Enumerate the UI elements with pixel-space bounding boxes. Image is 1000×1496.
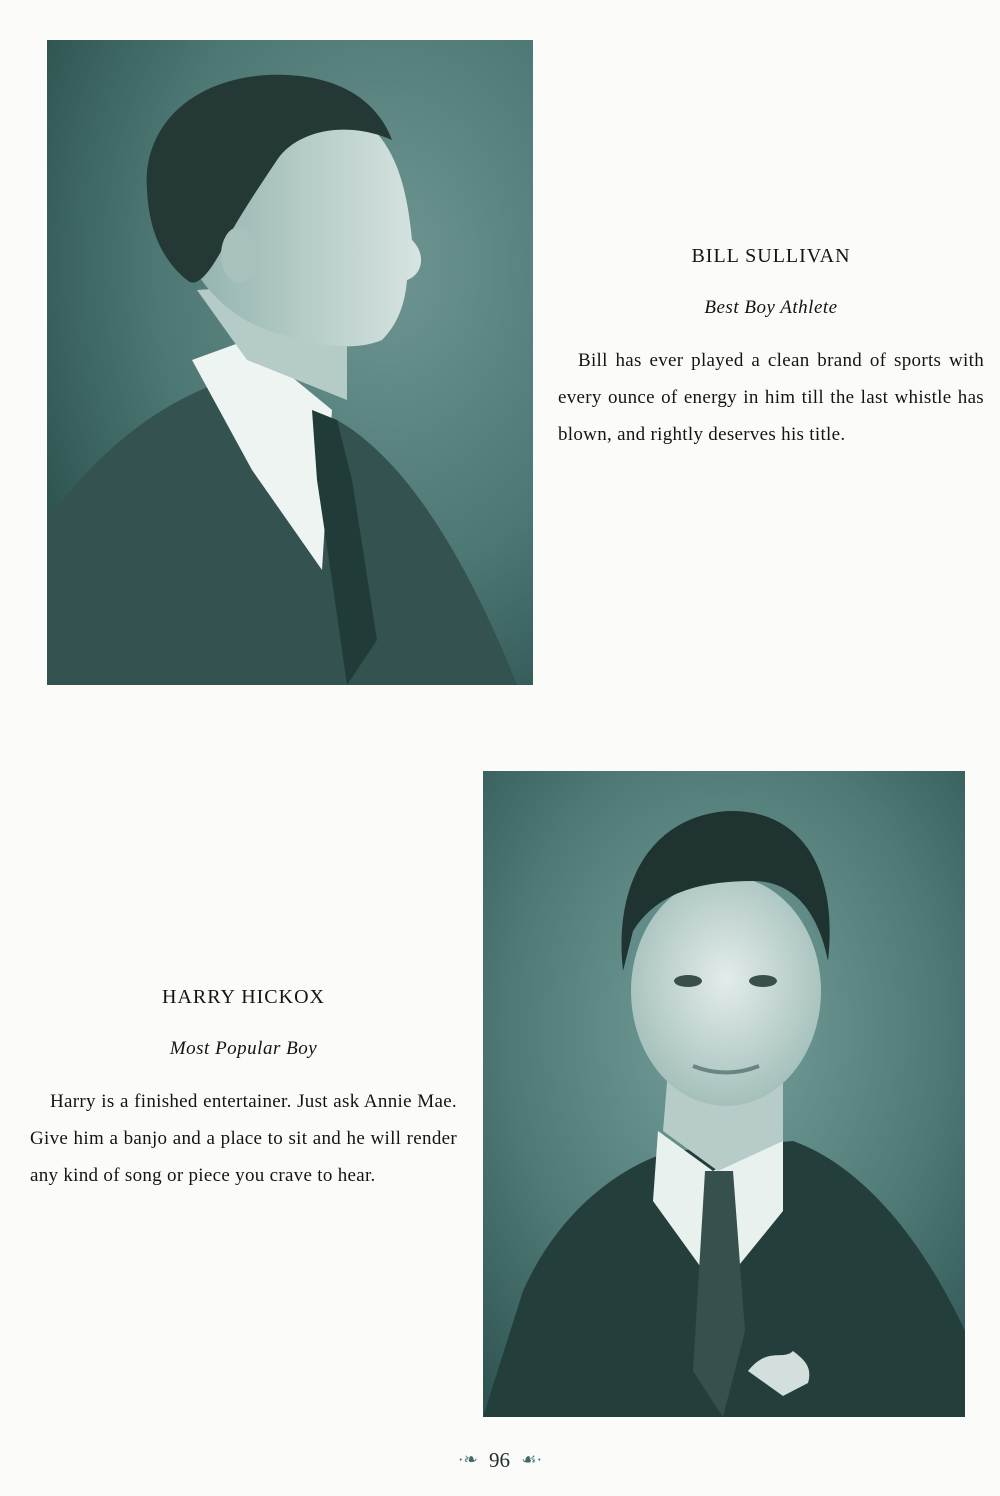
portrait-photo-harry-hickox bbox=[483, 771, 965, 1417]
portrait-image bbox=[47, 40, 533, 685]
student-superlative: Most Popular Boy bbox=[169, 1038, 318, 1059]
ornament-right-icon: ☙· bbox=[521, 1450, 543, 1469]
caption-bill-sullivan bbox=[558, 244, 984, 453]
portrait-photo-bill-sullivan bbox=[47, 40, 533, 685]
student-name: BILL SULLIVAN bbox=[691, 245, 851, 267]
page-footer bbox=[0, 1448, 1000, 1473]
student-description: Bill has ever played a clean brand of sports with every ounce of energy in him till the last whistle has blown, and rightly deserves his title. bbox=[558, 350, 984, 445]
student-superlative: Best Boy Athlete bbox=[704, 297, 838, 318]
ornament-left-icon: ·❧ bbox=[457, 1450, 478, 1469]
page-number: 96 bbox=[489, 1448, 510, 1472]
portrait-image bbox=[483, 771, 965, 1417]
caption-harry-hickox bbox=[30, 985, 457, 1194]
student-description: Harry is a finished entertainer. Just ask Annie Mae. Give him a banjo and a place to sit and he will render any kind of song or piece you crave to hear. bbox=[30, 1091, 457, 1186]
student-name: HARRY HICKOX bbox=[162, 986, 325, 1008]
